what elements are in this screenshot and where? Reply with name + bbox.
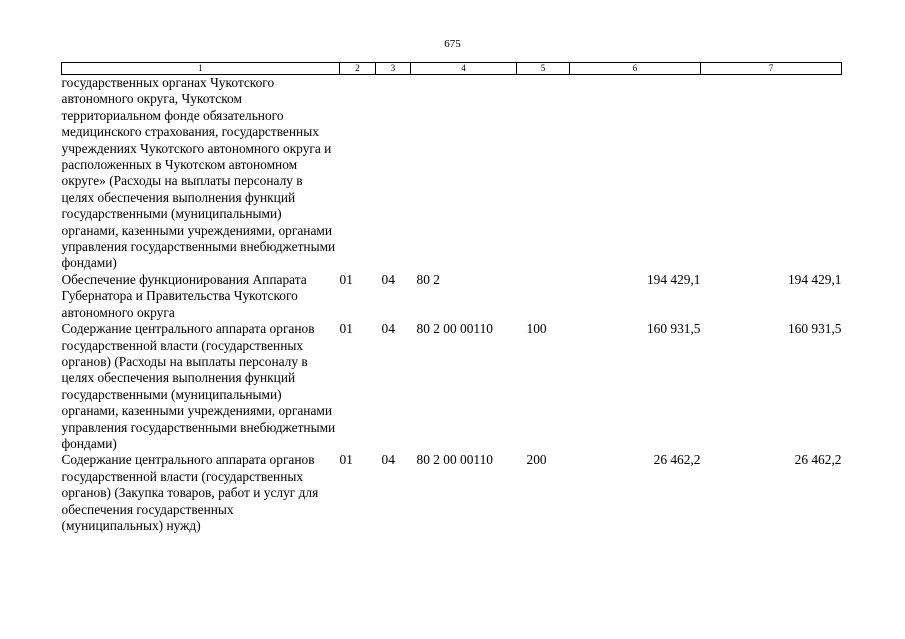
table-row <box>62 75 842 272</box>
row-name: государственных органах Чукотского автономного округа, Чукотском территориальном фонде обязательного медицинского страхования, государственных учреждениях Чукотского автономного округа и расположенных в Чукотском автономном округе» (Расходы на выплаты персоналу в целях обеспечения выполнения функций государственными (муниципальными) органами, казенными учреждениями, органами управления государственными внебюджетными фондами) <box>61 75 336 271</box>
subsection-code: 04 <box>381 452 395 468</box>
expense-type-code <box>517 75 570 272</box>
column-number-6: 6 <box>570 63 701 75</box>
amount-column-6: 194 429,1 <box>646 271 701 287</box>
page-number: 675 <box>444 38 461 50</box>
target-article-code: 80 2 00 00110 <box>416 321 493 337</box>
amount-column-7 <box>701 75 842 272</box>
expense-type-code: 200 <box>526 452 547 468</box>
column-number-row <box>62 63 842 75</box>
column-number-7: 7 <box>701 63 842 75</box>
amount-column-7: 160 931,5 <box>787 321 842 337</box>
amount-column-6: 160 931,5 <box>646 321 701 337</box>
section-code <box>340 75 376 272</box>
expense-type-code: 100 <box>526 321 547 337</box>
row-name: Содержание центрального аппарата органов государственной власти (государственных органов) (Закупка товаров, работ и услуг для обеспечения государственных (муниципальных) нужд) <box>61 452 319 533</box>
table-row <box>62 272 842 321</box>
subsection-code: 04 <box>381 271 395 287</box>
target-article-code: 80 2 00 00110 <box>416 452 493 468</box>
column-number-3: 3 <box>376 63 411 75</box>
budget-table <box>61 62 842 534</box>
amount-column-6: 26 462,2 <box>653 452 701 468</box>
target-article-code <box>411 75 517 272</box>
section-code: 01 <box>339 321 353 337</box>
column-number-2: 2 <box>340 63 376 75</box>
subsection-code <box>376 75 411 272</box>
amount-column-7: 194 429,1 <box>787 271 842 287</box>
column-number-5: 5 <box>517 63 570 75</box>
column-number-1: 1 <box>62 63 340 75</box>
row-name: Содержание центрального аппарата органов государственной власти (государственных органов) (Расходы на выплаты персоналу в целях обеспечения выполнения функций государственными (муниципальными) органами, казенными учреждениями, органами управления государственными внебюджетными фондами) <box>61 321 336 451</box>
amount-column-7: 26 462,2 <box>794 452 842 468</box>
section-code: 01 <box>339 452 353 468</box>
table-row <box>62 321 842 452</box>
amount-column-6 <box>570 75 701 272</box>
table-row <box>62 452 842 534</box>
expense-type-code <box>517 272 570 321</box>
target-article-code: 80 2 <box>416 271 440 287</box>
subsection-code: 04 <box>381 321 395 337</box>
section-code: 01 <box>339 271 353 287</box>
row-name: Обеспечение функционирования Аппарата Губернатора и Правительства Чукотского автономного округа <box>61 271 307 320</box>
column-number-4: 4 <box>411 63 517 75</box>
